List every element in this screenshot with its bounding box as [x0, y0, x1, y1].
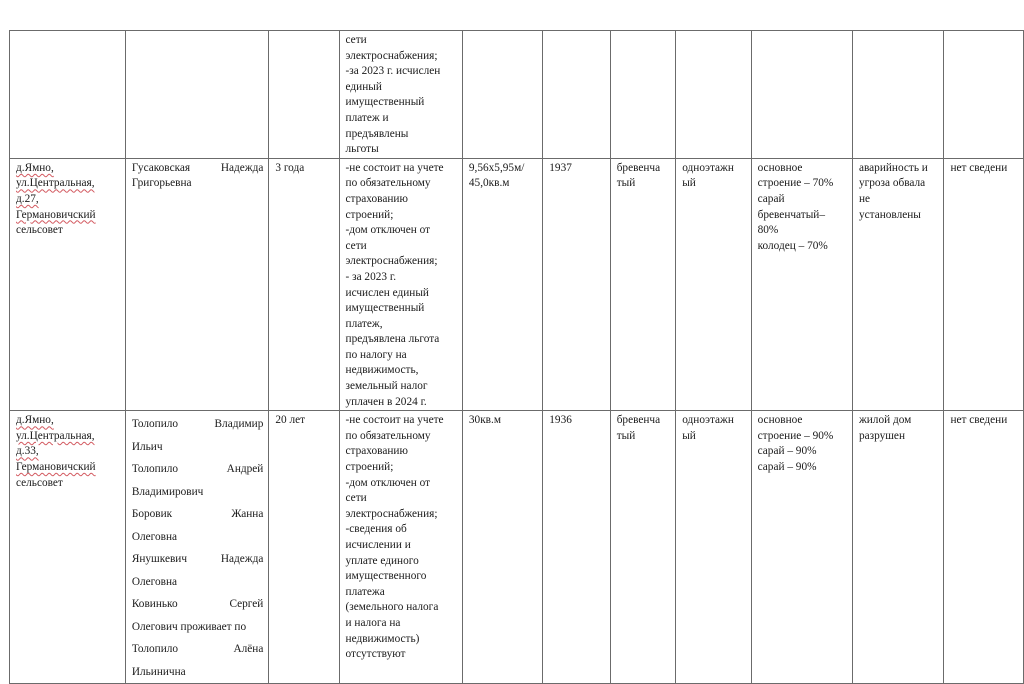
year-built-cell — [543, 158, 610, 411]
owner-line — [132, 161, 264, 177]
year-built-cell — [543, 31, 610, 159]
condition-cell — [852, 31, 943, 159]
owner-line — [132, 526, 264, 549]
owners-cell — [125, 411, 269, 684]
cell-line: электроснабжения; — [345, 49, 438, 62]
owner-line — [132, 413, 264, 436]
condition-cell — [852, 411, 943, 684]
other-info-cell — [944, 158, 1024, 411]
cell-line: строений; — [345, 461, 394, 474]
wear-cell — [751, 31, 852, 159]
cell-line: исчислен единый — [345, 286, 429, 299]
cell-line: -не состоит на учете — [345, 161, 444, 174]
owner-line — [132, 436, 264, 459]
cell-line: 9,56х5,95м/ — [468, 161, 525, 174]
cell-line: тый — [616, 429, 636, 442]
address-text: Германовичский — [16, 208, 96, 221]
address-line — [16, 223, 120, 239]
condition-cell — [852, 158, 943, 411]
cell-line: электроснабжения; — [345, 255, 438, 268]
owner-word: Ковинько — [131, 598, 178, 611]
cell-line: 30кв.м — [468, 414, 501, 427]
owner-word: Алёна — [233, 643, 264, 656]
address-text: сельсовет — [16, 224, 63, 237]
cell-line: имущественного — [345, 570, 427, 583]
cell-line: уплате единого — [345, 554, 419, 567]
cell-line: недвижимость) — [345, 632, 420, 645]
residence-period-cell — [269, 31, 339, 159]
material-cell — [610, 158, 676, 411]
owner-word: Надежда — [220, 553, 264, 566]
owner-word: Ильинична — [131, 665, 186, 678]
cell-line: (земельного налога — [345, 601, 439, 614]
address-text: ул.Центральная, — [16, 429, 95, 442]
cell-line: -сведения об — [345, 523, 407, 536]
address-line — [16, 192, 120, 208]
cell-line: единый — [345, 80, 382, 93]
material-cell — [610, 411, 676, 684]
address-text: ул.Центральная, — [16, 177, 95, 190]
cell-line: страхованию — [345, 445, 408, 458]
table-row — [10, 31, 1024, 159]
owner-word: Гусаковская — [131, 161, 191, 174]
cell-line: одноэтажн — [682, 414, 734, 427]
cell-line: строение – 90% — [757, 429, 834, 442]
cell-line: основное — [757, 414, 803, 427]
dimensions-cell — [462, 31, 542, 159]
other-info-cell — [944, 31, 1024, 159]
tax-info-cell — [339, 411, 462, 684]
address-text: Германовичский — [16, 461, 96, 474]
year-built: 1936 — [549, 414, 572, 427]
address-text: д.27, — [16, 192, 39, 205]
owner-word: Ильич — [131, 440, 163, 453]
dimensions-cell — [462, 158, 542, 411]
address-line — [16, 444, 120, 460]
cell-line: уплачен в 2024 г. — [345, 395, 427, 408]
cell-line: недвижимость, — [345, 364, 419, 377]
owner-word: Григорьевна — [131, 177, 192, 190]
cell-line: предъявлена льгота — [345, 333, 440, 346]
address-line — [16, 161, 120, 177]
owner-line — [132, 176, 264, 192]
wear-cell — [751, 411, 852, 684]
other-info-cell — [944, 411, 1024, 684]
owner-line — [132, 548, 264, 571]
cell-line: сарай — [757, 192, 785, 205]
dimensions-cell — [462, 411, 542, 684]
tax-info-cell — [339, 31, 462, 159]
cell-line: электроснабжения; — [345, 507, 438, 520]
owner-line — [132, 638, 264, 661]
cell-line: 80% — [757, 224, 779, 237]
cell-line: бревенча — [616, 414, 661, 427]
address-cell — [10, 31, 126, 159]
owner-word: Надежда — [220, 161, 264, 174]
owner-word: Владимир — [214, 418, 264, 431]
residence-period-cell — [269, 411, 339, 684]
cell-line: -дом отключен от — [345, 224, 431, 237]
owner-word: Янушкевич — [131, 553, 188, 566]
owners-cell — [125, 31, 269, 159]
address-text: сельсовет — [16, 476, 63, 489]
owner-word: Олегович проживает по — [131, 620, 247, 633]
owner-line — [132, 503, 264, 526]
floors-cell — [676, 31, 751, 159]
cell-line: по налогу на — [345, 348, 407, 361]
cell-line: сети — [345, 34, 367, 46]
cell-line: ый — [682, 429, 696, 442]
cell-line: имущественный — [345, 96, 425, 109]
owner-line — [132, 571, 264, 594]
cell-line: -не состоит на учете — [345, 414, 444, 427]
cell-line: бревенчатый– — [757, 208, 825, 221]
cell-line: разрушен — [858, 429, 905, 442]
address-line — [16, 476, 120, 492]
material-cell — [610, 31, 676, 159]
owner-word: Боровик — [131, 508, 173, 521]
floors-cell — [676, 158, 751, 411]
address-text: д.Ямно, — [16, 161, 54, 174]
residence-period-cell — [269, 158, 339, 411]
owner-word: Олеговна — [131, 575, 178, 588]
cell-line: угроза обвала — [858, 177, 926, 190]
owner-word: Сергей — [229, 598, 264, 611]
owner-line — [132, 661, 264, 684]
other-info: нет сведени — [950, 414, 1008, 427]
cell-line: льготы — [345, 143, 379, 156]
other-info: нет сведени — [950, 161, 1008, 174]
cell-line: отсутствуют — [345, 648, 406, 661]
cell-line: имущественный — [345, 302, 425, 315]
address-line — [16, 413, 120, 429]
owner-word: Владимирович — [131, 485, 204, 498]
cell-line: сети — [345, 239, 367, 252]
residence-period: 3 года — [275, 161, 305, 174]
cell-line: не — [858, 192, 871, 205]
owner-word: Жанна — [231, 508, 264, 521]
table-row — [10, 411, 1024, 684]
wear-cell — [751, 158, 852, 411]
cell-line: сарай – 90% — [757, 445, 817, 458]
cell-line: по обязательному — [345, 429, 431, 442]
year-built-cell — [543, 411, 610, 684]
owner-word: Толопило — [131, 643, 179, 656]
cell-line: - за 2023 г. — [345, 270, 397, 283]
cell-line: платежа — [345, 585, 385, 598]
cell-line: установлены — [858, 208, 921, 221]
cell-line: исчислении и — [345, 539, 411, 551]
owner-word: Толопило — [131, 463, 179, 476]
cell-line: -дом отключен от — [345, 476, 431, 489]
cell-line: предъявлены — [345, 127, 409, 140]
cell-line: тый — [616, 177, 636, 190]
owners-cell — [125, 158, 269, 411]
owner-word: Олеговна — [131, 530, 178, 543]
owner-line — [132, 458, 264, 481]
address-line — [16, 208, 120, 224]
floors-cell — [676, 411, 751, 684]
cell-line: строение – 70% — [757, 177, 834, 190]
cell-line: и налога на — [345, 616, 401, 629]
owner-word: Толопило — [131, 418, 179, 431]
address-cell — [10, 411, 126, 684]
cell-line: сарай – 90% — [757, 461, 817, 474]
cell-line: -за 2023 г. исчислен — [345, 65, 441, 78]
address-line — [16, 460, 120, 476]
cell-line: бревенча — [616, 161, 661, 174]
address-line — [16, 176, 120, 192]
table-row — [10, 158, 1024, 411]
cell-line: ый — [682, 177, 696, 190]
cell-line: основное — [757, 161, 803, 174]
address-cell — [10, 158, 126, 411]
year-built: 1937 — [549, 161, 572, 174]
cell-line: сети — [345, 492, 367, 505]
address-line — [16, 429, 120, 445]
owner-word: Андрей — [226, 463, 264, 476]
cell-line: одноэтажн — [682, 161, 734, 174]
cell-line: страхованию — [345, 192, 408, 205]
cell-line: платеж и — [345, 111, 389, 124]
cell-line: 45,0кв.м — [468, 177, 510, 190]
residence-period: 20 лет — [275, 414, 306, 427]
tax-info-cell — [339, 158, 462, 411]
cell-line: платеж, — [345, 317, 383, 330]
property-table — [9, 30, 1024, 684]
cell-line: по обязательному — [345, 177, 431, 190]
address-text: д.33, — [16, 445, 39, 458]
cell-line: колодец – 70% — [757, 239, 828, 252]
address-text: д.Ямно, — [16, 414, 54, 427]
owner-line — [132, 593, 264, 616]
cell-line: жилой дом — [858, 414, 912, 427]
owner-line — [132, 481, 264, 504]
cell-line: аварийность и — [858, 161, 928, 174]
owner-line — [132, 616, 264, 639]
cell-line: земельный налог — [345, 380, 428, 393]
cell-line: строений; — [345, 208, 394, 221]
